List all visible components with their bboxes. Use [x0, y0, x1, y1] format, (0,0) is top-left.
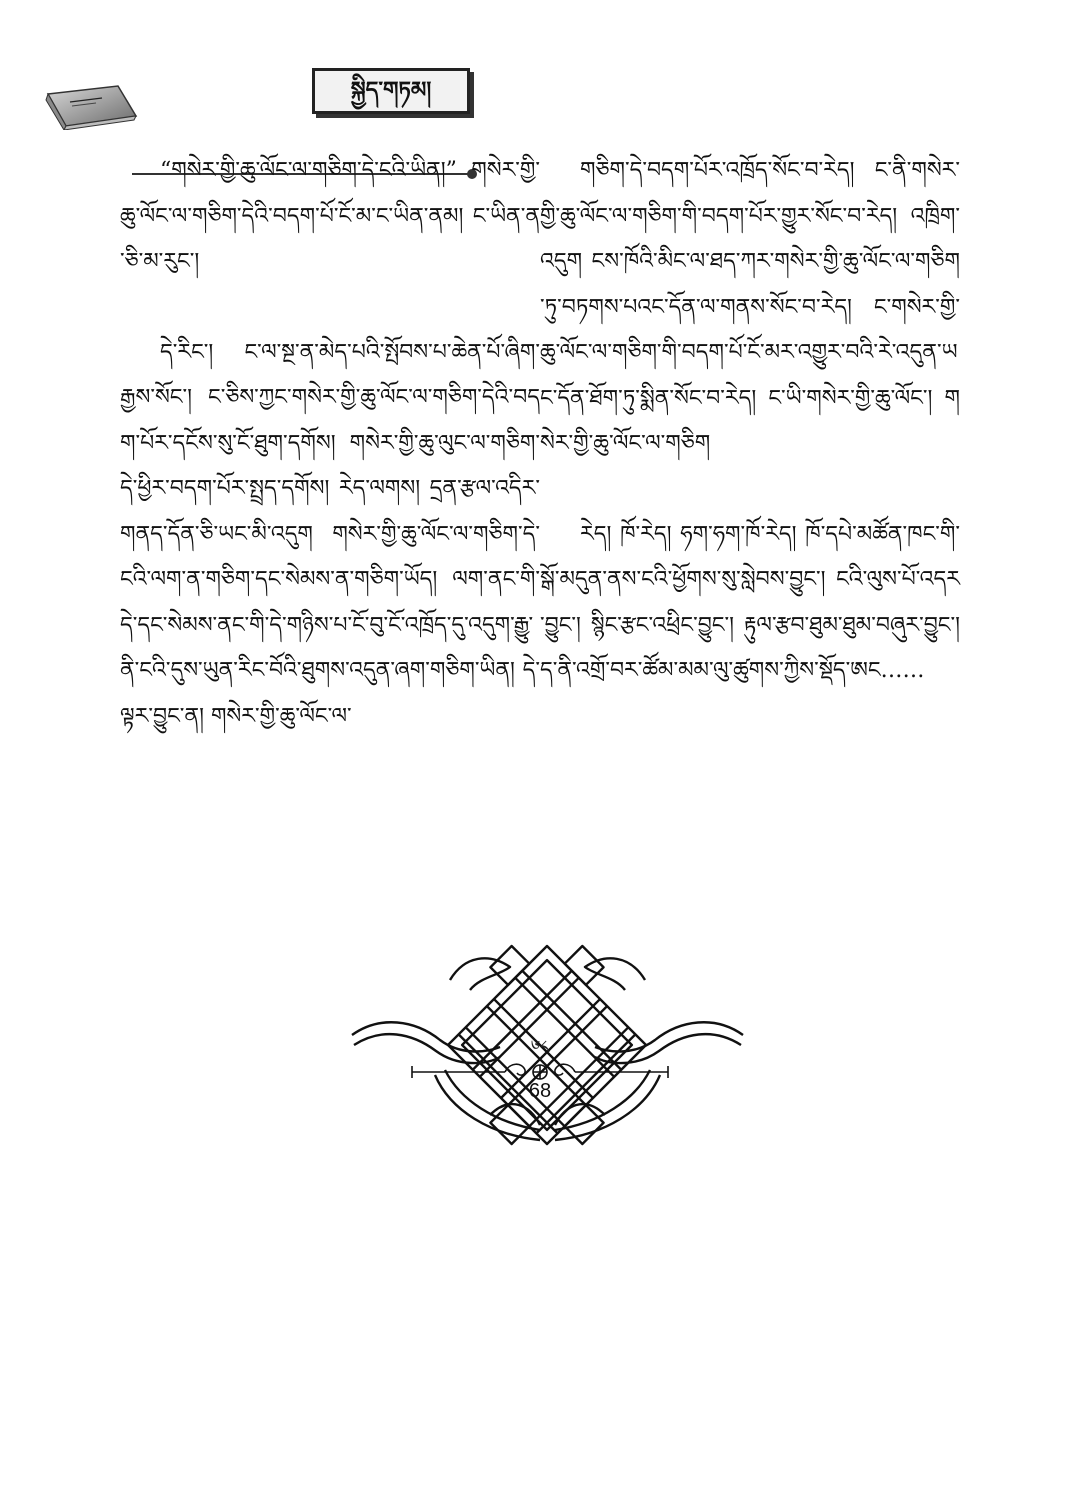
book-icon [40, 80, 140, 130]
right-paragraph-1: གཅིག་དེ་བདག་པོར་འཁྲོད་སོང་བ་རེད། ང་ནི་གསེར་གྱི་ཆུ་ལོང་ལ་གཅིག་གི་བདག་པོར་གྱུར་སོང་བ་རེད། འཁྲིག་འདུག ངས་ཁོའི་མིང་ལ་ཐད་ཀར་གསེར་གྱི་ཆུ་ལོང་ལ་གཅིག་ཏུ་བཏགས་པའང་དོན་ལ་གནས་སོང་བ་རེད། ང་གསེར་གྱི་ཆུ་ལོང་ལ་གཅིག་གི་བདག་པོ་ངོ་མར་འགྱུར་བའི་རེ་འདུན་ཡང་དོན་ཐོག་ཏུ་སྨིན་སོང་བ་རེད། ང་ཡི་གསེར་གྱི་ཆུ་ལོང་། གསེར་གྱི་ཆུ་ལོང་ལ་གཅིག [540, 158, 960, 456]
right-text-column [540, 148, 960, 739]
page-header [40, 60, 440, 130]
page-header-title: སྐྱིད་གཏམ། [312, 68, 470, 114]
tibetan-page-label: ༦༨ [530, 1037, 550, 1058]
left-text-column [120, 148, 540, 784]
right-paragraph-2: རེད། ཁོ་རེད། ཧག་ཧག་ཁོ་རེད། ཁོ་དཔེ་མཚོན་ཁང་གི་སྒོ་མདུན་ནས་ངའི་ཕྱོགས་སུ་སླེབས་བྱུང་། ངའི་ལུས་པོ་འདར་བྱུང་། སྙིང་རྩང་འཕྲིང་བྱུང་། རྟུལ་རྩབ་ཐུམ་ཐུམ་བཞུར་བྱུང་། ད་ནི་འགྲོ་བར་ཚོམ་མམ་ལུ་ཚུགས་ཀྱིས་སྡོད་ཨང…… [540, 521, 960, 683]
left-paragraph-2: དེ་རིང་། ང་ལ་སྔ་ན་མེད་པའི་སྤོབས་པ་ཆེན་པོ་ཞིག་རྒྱས་སོང་། ང་ཅིས་ཀྱང་གསེར་གྱི་ཆུ་ལོང་ལ་གཅིག་དེའི་བདག་པོར་དངོས་སུ་ངོ་ཐུག་དགོས། གསེར་གྱི་ཆུ་ལུང་ལ་གཅིག་དེ་ཕྱིར་བདག་པོར་སྤྲད་དགོས། རེད་ལགས། དྲན་རྩལ་འདིར་གནད་དོན་ཅི་ཡང་མི་འདུག གསེར་གྱི་ཆུ་ལོང་ལ་གཅིག་དེ་ངའི་ལག་ན་གཅིག་དང་སེམས་ན་གཅིག་ཡོད། ལག་ནང་གི་དེ་དང་སེམས་ནང་གི་དེ་གཉིས་པ་ངོ་བུ་ངོ་འཁྲོད་དུ་འདུག་རྒྱུ་ནི་ངའི་དུས་ཡུན་རིང་བོའི་ཐུགས་འདུན་ཞག་གཅིག་ཡིན། དེ་ལྟར་བྱུང་ན། གསེར་གྱི་ཆུ་ལོང་ལ་ [120, 339, 540, 729]
page-number: 68 [528, 1080, 552, 1102]
left-paragraph-1: “གསེར་གྱི་ཆུ་ལོང་ལ་གཅིག་དེ་ངའི་ཡིན།” གསེར་གྱི་ཆུ་ལོང་ལ་གཅིག་དེའི་བདག་པོ་ངོ་མ་ང་ཡིན་ནམ། ང་ཡིན་ན་ཅི་མ་རུང་། [120, 158, 540, 274]
